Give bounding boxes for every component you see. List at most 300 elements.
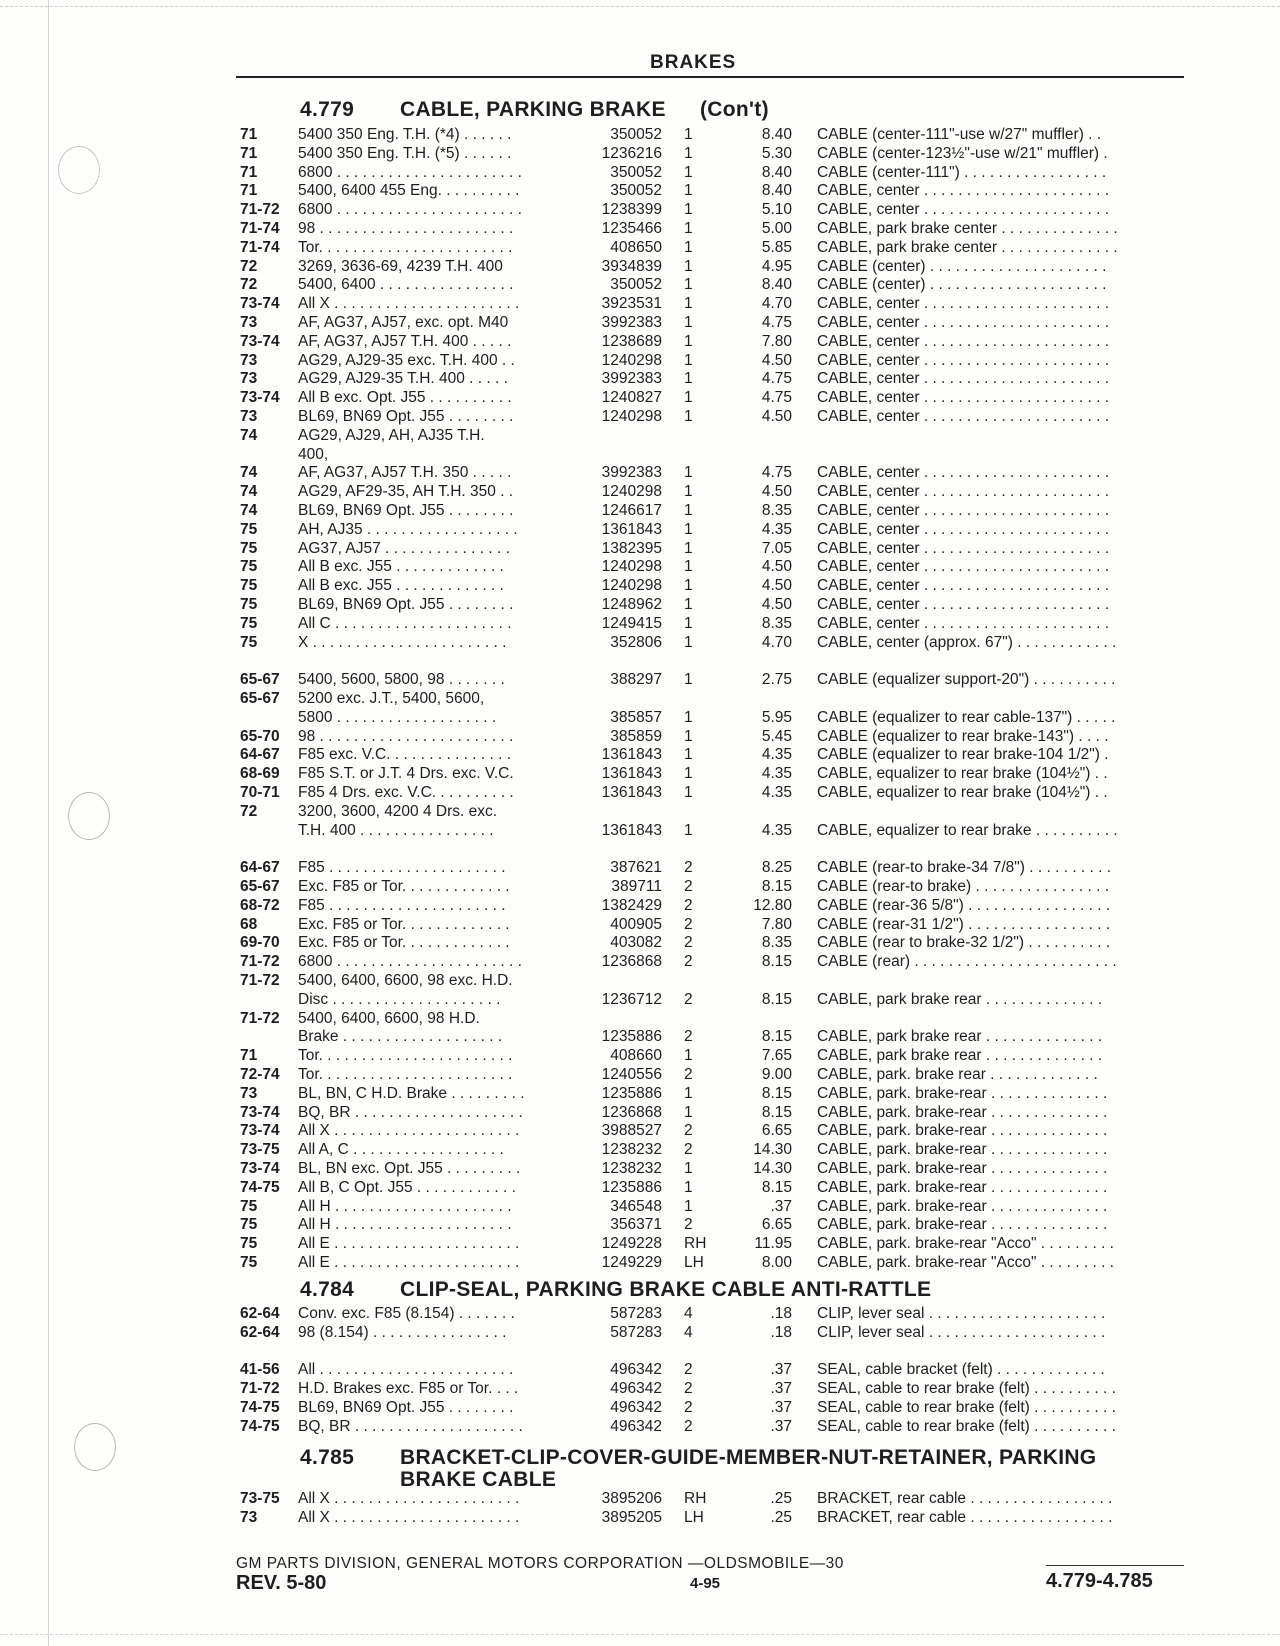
row-part-name: CABLE (center) . . . . . . . . . . . . . . . . . . . . . bbox=[817, 257, 1107, 275]
row-part-name: CABLE, center . . . . . . . . . . . . . . . . . . . . . . bbox=[817, 596, 1110, 613]
row-part-name: CABLE (rear to brake-32 1/2") . . . . . . . . . . bbox=[817, 934, 1111, 952]
row-quantity: 2 bbox=[684, 1417, 693, 1435]
row-quantity: 1 bbox=[684, 1178, 693, 1196]
table-row bbox=[0, 746, 1280, 765]
row-part-name: CLIP, lever seal . . . . . . . . . . . . . . . . . . . . . bbox=[817, 1323, 1106, 1341]
row-price: 4.35 bbox=[761, 746, 792, 764]
row-year: 75 bbox=[240, 1254, 258, 1271]
row-quantity: 2 bbox=[684, 1122, 693, 1140]
row-description: All B exc. Opt. J55 . . . . . . . . . . bbox=[298, 389, 512, 407]
row-quantity: 1 bbox=[684, 784, 693, 801]
table-row bbox=[0, 446, 1280, 465]
row-description: 98 . . . . . . . . . . . . . . . . . . . . . . . bbox=[298, 220, 514, 237]
section-title: CABLE, PARKING BRAKE bbox=[400, 98, 666, 121]
row-part-name: CABLE, equalizer to rear brake (104½") . . bbox=[817, 784, 1108, 801]
table-row bbox=[0, 352, 1280, 371]
row-description: All H . . . . . . . . . . . . . . . . . . . . . bbox=[298, 1216, 512, 1234]
row-part-name: CABLE, center . . . . . . . . . . . . . . . . . . . . . . bbox=[817, 520, 1110, 538]
row-price: 2.75 bbox=[761, 671, 792, 689]
row-part-name: CABLE, park brake center . . . . . . . . . . . . . . bbox=[817, 220, 1118, 237]
row-price: 8.15 bbox=[761, 1178, 792, 1196]
row-quantity: 1 bbox=[684, 1103, 693, 1121]
row-part-name: CABLE, center . . . . . . . . . . . . . . . . . . . . . . bbox=[817, 295, 1110, 313]
row-year: 73-74 bbox=[240, 332, 280, 350]
row-description: F85 . . . . . . . . . . . . . . . . . . . . . bbox=[298, 859, 506, 877]
table-row bbox=[0, 728, 1280, 747]
row-year: 69-70 bbox=[240, 934, 280, 952]
row-part-number: 1249415 bbox=[601, 614, 662, 632]
row-year: 71-72 bbox=[240, 201, 280, 219]
row-quantity: 1 bbox=[684, 821, 693, 839]
row-year: 73 bbox=[240, 408, 258, 425]
row-part-name: CABLE, park. brake-rear . . . . . . . . . . . . . . bbox=[817, 1103, 1108, 1121]
row-year: 74 bbox=[240, 502, 258, 519]
table-row bbox=[0, 784, 1280, 803]
row-description: 5200 exc. J.T., 5400, 5600, bbox=[298, 690, 485, 707]
row-description: BL, BN, C H.D. Brake . . . . . . . . . bbox=[298, 1084, 525, 1102]
table-row bbox=[0, 1028, 1280, 1047]
row-quantity: 1 bbox=[684, 408, 693, 425]
row-quantity: 1 bbox=[684, 370, 693, 388]
row-part-number: 1240298 bbox=[601, 577, 662, 595]
row-quantity: 1 bbox=[684, 520, 693, 538]
row-part-number: 389711 bbox=[611, 878, 662, 895]
row-year: 71 bbox=[240, 1047, 258, 1065]
row-price: 8.15 bbox=[761, 878, 792, 895]
row-quantity: 1 bbox=[684, 220, 693, 237]
revision-label: REV. 5-80 bbox=[236, 1572, 327, 1594]
table-row bbox=[0, 1160, 1280, 1179]
row-quantity: 1 bbox=[684, 257, 693, 275]
table-row bbox=[0, 370, 1280, 389]
row-quantity: 1 bbox=[684, 577, 693, 595]
row-year: 71-72 bbox=[240, 972, 280, 989]
row-quantity: 1 bbox=[684, 144, 693, 162]
row-part-name: CABLE, center . . . . . . . . . . . . . . . . . . . . . . bbox=[817, 314, 1110, 331]
row-description: 98 . . . . . . . . . . . . . . . . . . . . . . . bbox=[298, 727, 514, 745]
row-price: 6.65 bbox=[761, 1122, 792, 1140]
row-year: 65-67 bbox=[240, 690, 280, 707]
row-part-number: 587283 bbox=[610, 1305, 662, 1322]
row-part-name: CABLE (rear-to brake) . . . . . . . . . . . . . . . . bbox=[817, 878, 1109, 895]
row-part-number: 1246617 bbox=[601, 502, 662, 519]
row-price: 8.15 bbox=[761, 953, 792, 971]
table-row bbox=[0, 558, 1280, 577]
row-description: All A, C . . . . . . . . . . . . . . . . . . bbox=[298, 1141, 504, 1159]
table-row bbox=[0, 934, 1280, 953]
row-description: 3200, 3600, 4200 4 Drs. exc. bbox=[298, 802, 498, 820]
row-description: Conv. exc. F85 (8.154) . . . . . . . bbox=[298, 1305, 515, 1322]
row-quantity: 2 bbox=[684, 1216, 693, 1234]
row-part-number: 350052 bbox=[610, 182, 662, 200]
row-year: 75 bbox=[240, 633, 258, 651]
row-description: F85 4 Drs. exc. V.C. . . . . . . . . . bbox=[298, 784, 514, 801]
row-part-number: 1235886 bbox=[601, 1028, 662, 1046]
table-row bbox=[0, 1066, 1280, 1085]
table-row bbox=[0, 897, 1280, 916]
row-part-name: CABLE (rear-to brake-34 7/8") . . . . . . . . . . bbox=[817, 859, 1112, 877]
row-part-number: 496342 bbox=[610, 1380, 662, 1398]
row-description: 6800 . . . . . . . . . . . . . . . . . . . . . . bbox=[298, 163, 522, 181]
row-description: BL69, BN69 Opt. J55 . . . . . . . . bbox=[298, 1399, 514, 1416]
table-row bbox=[0, 427, 1280, 446]
table-row bbox=[0, 1490, 1280, 1509]
row-quantity: 1 bbox=[684, 614, 693, 632]
row-year: 65-67 bbox=[240, 878, 280, 895]
table-row bbox=[0, 1047, 1280, 1066]
row-year: 74 bbox=[240, 426, 258, 444]
row-part-number: 350052 bbox=[610, 126, 662, 143]
row-price: 4.50 bbox=[761, 351, 792, 369]
row-price: 4.50 bbox=[761, 577, 792, 595]
row-part-number: 387621 bbox=[610, 859, 662, 877]
row-description: AF, AG37, AJ57, exc. opt. M40 bbox=[298, 314, 509, 331]
row-part-number: 1361843 bbox=[601, 765, 662, 783]
table-row bbox=[0, 276, 1280, 295]
row-price: 4.35 bbox=[761, 765, 792, 783]
row-description: Exc. F85 or Tor. . . . . . . . . . . . . bbox=[298, 878, 510, 895]
row-price: 4.95 bbox=[761, 257, 792, 275]
row-price: 5.95 bbox=[761, 708, 792, 726]
row-part-name: CABLE, center (approx. 67") . . . . . . . . . . . . bbox=[817, 633, 1117, 651]
table-row bbox=[0, 1305, 1280, 1324]
row-price: 4.35 bbox=[761, 520, 792, 538]
row-year: 64-67 bbox=[240, 859, 280, 877]
row-part-number: 1236868 bbox=[601, 1103, 662, 1121]
row-quantity: 1 bbox=[684, 389, 693, 407]
row-part-number: 408650 bbox=[610, 238, 662, 256]
row-part-number: 1240298 bbox=[601, 558, 662, 576]
row-part-name: CABLE (center) . . . . . . . . . . . . . . . . . . . . . bbox=[817, 276, 1107, 294]
row-quantity: 2 bbox=[684, 1361, 693, 1379]
row-description: Tor. . . . . . . . . . . . . . . . . . . . . . . bbox=[298, 238, 513, 256]
row-description: AG29, AJ29-35 T.H. 400 . . . . . bbox=[298, 370, 508, 388]
row-part-number: 3895206 bbox=[601, 1490, 662, 1507]
row-year: 74 bbox=[240, 464, 258, 482]
row-description: AG29, AJ29, AH, AJ35 T.H. bbox=[298, 426, 485, 444]
table-row bbox=[0, 878, 1280, 897]
row-price: 14.30 bbox=[753, 1160, 792, 1177]
row-year: 68 bbox=[240, 915, 258, 933]
row-part-number: 587283 bbox=[610, 1323, 662, 1341]
table-row bbox=[0, 991, 1280, 1010]
row-price: 8.35 bbox=[761, 934, 792, 952]
footer-rule bbox=[1046, 1565, 1184, 1566]
row-price: 5.45 bbox=[761, 727, 792, 745]
row-price: 4.75 bbox=[761, 370, 792, 388]
row-part-number: 496342 bbox=[610, 1361, 662, 1379]
row-description: X . . . . . . . . . . . . . . . . . . . . . . . bbox=[298, 633, 507, 651]
row-year: 72 bbox=[240, 276, 258, 294]
row-description: AG29, AF29-35, AH T.H. 350 . . bbox=[298, 483, 514, 501]
row-description: AG29, AJ29-35 exc. T.H. 400 . . bbox=[298, 351, 515, 369]
row-part-number: 352806 bbox=[610, 633, 662, 651]
table-row bbox=[0, 916, 1280, 935]
row-part-number: 1236216 bbox=[601, 144, 662, 162]
row-part-name: CABLE, park. brake-rear . . . . . . . . . . . . . . bbox=[817, 1178, 1108, 1196]
row-part-name: CABLE (rear-36 5/8") . . . . . . . . . . . . . . . . . bbox=[817, 896, 1111, 914]
table-row bbox=[0, 1198, 1280, 1217]
row-price: 12.80 bbox=[753, 896, 792, 914]
row-part-name: CABLE, park brake rear . . . . . . . . . . . . . . bbox=[817, 1047, 1103, 1065]
row-part-number: 1382395 bbox=[601, 539, 662, 557]
row-part-name: CABLE, center . . . . . . . . . . . . . . . . . . . . . . bbox=[817, 201, 1110, 219]
row-year: 73 bbox=[240, 314, 258, 331]
row-quantity: 2 bbox=[684, 1028, 693, 1046]
row-part-number: 1361843 bbox=[601, 520, 662, 538]
row-description: 5400, 6400 455 Eng. . . . . . . . . . bbox=[298, 182, 520, 200]
row-quantity: 1 bbox=[684, 1197, 693, 1215]
row-part-number: 3992383 bbox=[601, 314, 662, 331]
row-quantity: 1 bbox=[684, 1160, 693, 1177]
row-price: 8.25 bbox=[761, 859, 792, 877]
row-description: All C . . . . . . . . . . . . . . . . . . . . . bbox=[298, 614, 512, 632]
table-row bbox=[0, 1509, 1280, 1528]
row-description: BQ, BR . . . . . . . . . . . . . . . . . . . . bbox=[298, 1103, 523, 1121]
row-part-number: 1235886 bbox=[601, 1178, 662, 1196]
row-part-name: CABLE (rear-31 1/2") . . . . . . . . . . . . . . . . . bbox=[817, 915, 1111, 933]
row-part-name: CABLE, park. brake-rear "Acco" . . . . . . . . . bbox=[817, 1254, 1114, 1271]
row-year: 75 bbox=[240, 539, 258, 557]
row-part-name: CABLE (center-123½"-use w/21" muffler) . bbox=[817, 144, 1108, 162]
table-row bbox=[0, 483, 1280, 502]
row-part-name: CABLE, center . . . . . . . . . . . . . . . . . . . . . . bbox=[817, 577, 1110, 595]
row-part-name: CABLE, park. brake-rear "Acco" . . . . . . . . . bbox=[817, 1235, 1114, 1253]
table-row bbox=[0, 1010, 1280, 1029]
row-description: AF, AG37, AJ57 T.H. 350 . . . . . bbox=[298, 464, 512, 482]
row-quantity: 2 bbox=[684, 1141, 693, 1159]
row-year: 75 bbox=[240, 1197, 258, 1215]
row-description: All B, C Opt. J55 . . . . . . . . . . . . bbox=[298, 1178, 516, 1196]
row-description: BL, BN exc. Opt. J55 . . . . . . . . . bbox=[298, 1160, 521, 1177]
row-description: 5400, 5600, 5800, 98 . . . . . . . bbox=[298, 671, 505, 689]
row-year: 73 bbox=[240, 1084, 258, 1102]
row-part-name: CABLE, center . . . . . . . . . . . . . . . . . . . . . . bbox=[817, 332, 1110, 350]
row-description: All H . . . . . . . . . . . . . . . . . . . . . bbox=[298, 1197, 512, 1215]
row-price: 9.00 bbox=[761, 1066, 792, 1083]
table-row bbox=[0, 258, 1280, 277]
row-part-name: CABLE, park. brake-rear . . . . . . . . . . . . . . bbox=[817, 1141, 1108, 1159]
row-part-number: 496342 bbox=[610, 1417, 662, 1435]
row-year: 73 bbox=[240, 351, 258, 369]
row-description: AG37, AJ57 . . . . . . . . . . . . . . . bbox=[298, 539, 510, 557]
row-price: .37 bbox=[770, 1417, 792, 1435]
row-price: 8.15 bbox=[761, 1028, 792, 1046]
row-part-name: CABLE, park. brake-rear . . . . . . . . . . . . . . bbox=[817, 1197, 1108, 1215]
table-row bbox=[0, 690, 1280, 709]
row-quantity: 1 bbox=[684, 351, 693, 369]
row-price: 4.35 bbox=[761, 784, 792, 801]
row-description: T.H. 400 . . . . . . . . . . . . . . . . bbox=[298, 821, 494, 839]
row-year: 74-75 bbox=[240, 1417, 280, 1435]
section-title-line2: BRAKE CABLE bbox=[400, 1468, 557, 1491]
row-quantity: 2 bbox=[684, 953, 693, 971]
table-row bbox=[0, 615, 1280, 634]
row-description: 5400, 6400 . . . . . . . . . . . . . . . . bbox=[298, 276, 514, 294]
row-part-number: 3992383 bbox=[601, 370, 662, 388]
page-title: BRAKES bbox=[650, 52, 737, 73]
row-quantity: 1 bbox=[684, 238, 693, 256]
row-part-name: CABLE, equalizer to rear brake (104½") . . bbox=[817, 765, 1108, 783]
row-quantity: 1 bbox=[684, 483, 693, 501]
row-price: 8.40 bbox=[761, 163, 792, 181]
footer-publisher: GM PARTS DIVISION, GENERAL MOTORS CORPORATION —OLDSMOBILE—30 bbox=[236, 1555, 844, 1572]
table-row bbox=[0, 1179, 1280, 1198]
row-description: All B exc. J55 . . . . . . . . . . . . . bbox=[298, 558, 504, 576]
row-price: 5.85 bbox=[761, 238, 792, 256]
row-part-number: 1240556 bbox=[601, 1066, 662, 1083]
row-price: 7.80 bbox=[761, 332, 792, 350]
row-description: 6800 . . . . . . . . . . . . . . . . . . . . . . bbox=[298, 201, 522, 219]
row-description: BL69, BN69 Opt. J55 . . . . . . . . bbox=[298, 502, 514, 519]
table-row bbox=[0, 1418, 1280, 1437]
row-description: H.D. Brakes exc. F85 or Tor. . . . bbox=[298, 1380, 519, 1398]
row-year: 71 bbox=[240, 144, 258, 162]
row-quantity: 2 bbox=[684, 990, 693, 1008]
row-price: 7.05 bbox=[761, 539, 792, 557]
row-part-name: CABLE, park brake center . . . . . . . . . . . . . . bbox=[817, 238, 1118, 256]
row-description: All X . . . . . . . . . . . . . . . . . . . . . . bbox=[298, 1122, 520, 1140]
row-year: 64-67 bbox=[240, 746, 280, 764]
row-quantity: LH bbox=[684, 1254, 704, 1271]
row-year: 74-75 bbox=[240, 1178, 280, 1196]
table-row bbox=[0, 1235, 1280, 1254]
row-part-name: CABLE (center-111"-use w/27" muffler) . . bbox=[817, 126, 1102, 143]
row-part-name: CABLE, center . . . . . . . . . . . . . . . . . . . . . . bbox=[817, 389, 1110, 407]
table-row bbox=[0, 464, 1280, 483]
row-description: Tor. . . . . . . . . . . . . . . . . . . . . . . bbox=[298, 1066, 513, 1083]
row-price: .37 bbox=[770, 1399, 792, 1416]
row-part-name: CABLE, center . . . . . . . . . . . . . . . . . . . . . . bbox=[817, 464, 1110, 482]
row-price: 8.40 bbox=[761, 276, 792, 294]
row-year: 72 bbox=[240, 257, 258, 275]
row-year: 73-74 bbox=[240, 1160, 280, 1177]
table-row bbox=[0, 1399, 1280, 1418]
row-part-number: 1238689 bbox=[601, 332, 662, 350]
row-year: 62-64 bbox=[240, 1305, 280, 1322]
table-row bbox=[0, 1141, 1280, 1160]
row-description: All B exc. J55 . . . . . . . . . . . . . bbox=[298, 577, 504, 595]
row-year: 65-70 bbox=[240, 727, 280, 745]
row-part-name: CABLE (rear) . . . . . . . . . . . . . . . . . . . . . . . . bbox=[817, 953, 1117, 971]
row-description: All X . . . . . . . . . . . . . . . . . . . . . . bbox=[298, 1490, 520, 1507]
row-year: 73-74 bbox=[240, 389, 280, 407]
row-part-number: 356371 bbox=[610, 1216, 662, 1234]
row-quantity: RH bbox=[684, 1490, 707, 1507]
row-part-number: 1240298 bbox=[601, 483, 662, 501]
table-row bbox=[0, 389, 1280, 408]
scan-top-edge bbox=[0, 6, 1280, 7]
row-part-number: 3988527 bbox=[601, 1122, 662, 1140]
row-quantity: 4 bbox=[684, 1305, 693, 1322]
row-quantity: 2 bbox=[684, 1399, 693, 1416]
table-row bbox=[0, 295, 1280, 314]
row-quantity: 1 bbox=[684, 765, 693, 783]
row-price: 5.00 bbox=[761, 220, 792, 237]
row-year: 68-69 bbox=[240, 765, 280, 783]
row-quantity: 1 bbox=[684, 746, 693, 764]
row-part-number: 1235466 bbox=[601, 220, 662, 237]
row-part-number: 1249229 bbox=[601, 1254, 662, 1271]
row-price: 7.80 bbox=[761, 915, 792, 933]
row-description: F85 exc. V.C. . . . . . . . . . . . . . . bbox=[298, 746, 512, 764]
row-price: 7.65 bbox=[761, 1047, 792, 1065]
row-year: 68-72 bbox=[240, 896, 280, 914]
row-price: .37 bbox=[770, 1361, 792, 1379]
row-price: .37 bbox=[770, 1197, 792, 1215]
row-price: 6.65 bbox=[761, 1216, 792, 1234]
row-part-number: 1240827 bbox=[601, 389, 662, 407]
table-row bbox=[0, 182, 1280, 201]
table-row bbox=[0, 164, 1280, 183]
row-year: 73-74 bbox=[240, 1122, 280, 1140]
row-description: 5400, 6400, 6600, 98 exc. H.D. bbox=[298, 972, 513, 989]
row-price: 14.30 bbox=[753, 1141, 792, 1159]
row-part-number: 1382429 bbox=[601, 896, 662, 914]
row-description: 5400 350 Eng. T.H. (*4) . . . . . . bbox=[298, 126, 512, 143]
row-part-number: 1238399 bbox=[601, 201, 662, 219]
row-part-number: 350052 bbox=[610, 276, 662, 294]
table-row bbox=[0, 540, 1280, 559]
table-row bbox=[0, 596, 1280, 615]
row-year: 75 bbox=[240, 520, 258, 538]
row-year: 75 bbox=[240, 558, 258, 576]
row-quantity: RH bbox=[684, 1235, 707, 1253]
row-description: All X . . . . . . . . . . . . . . . . . . . . . . bbox=[298, 295, 520, 313]
row-year: 75 bbox=[240, 1235, 258, 1253]
row-quantity: LH bbox=[684, 1508, 704, 1526]
row-part-name: CABLE, center . . . . . . . . . . . . . . . . . . . . . . bbox=[817, 351, 1110, 369]
row-part-name: BRACKET, rear cable . . . . . . . . . . . . . . . . . bbox=[817, 1508, 1113, 1526]
row-quantity: 1 bbox=[684, 1047, 693, 1065]
table-row bbox=[0, 1380, 1280, 1399]
row-part-name: CABLE, park. brake-rear . . . . . . . . . . . . . . bbox=[817, 1122, 1108, 1140]
table-row bbox=[0, 126, 1280, 145]
row-description: All E . . . . . . . . . . . . . . . . . . . . . . bbox=[298, 1235, 520, 1253]
table-row bbox=[0, 314, 1280, 333]
row-part-name: CLIP, lever seal . . . . . . . . . . . . . . . . . . . . . bbox=[817, 1305, 1106, 1322]
row-price: 8.40 bbox=[761, 182, 792, 200]
row-part-name: CABLE, center . . . . . . . . . . . . . . . . . . . . . . bbox=[817, 182, 1110, 200]
row-part-number: 388297 bbox=[610, 671, 662, 689]
row-price: 4.50 bbox=[761, 596, 792, 613]
table-row bbox=[0, 408, 1280, 427]
row-quantity: 1 bbox=[684, 558, 693, 576]
row-part-number: 1238232 bbox=[601, 1160, 662, 1177]
row-description: AF, AG37, AJ57 T.H. 400 . . . . . bbox=[298, 332, 512, 350]
row-quantity: 1 bbox=[684, 708, 693, 726]
section-title: BRACKET-CLIP-COVER-GUIDE-MEMBER-NUT-RETAINER, PARKING bbox=[400, 1446, 1097, 1469]
row-part-name: CABLE, park. brake-rear . . . . . . . . . . . . . . bbox=[817, 1216, 1108, 1234]
row-quantity: 2 bbox=[684, 1380, 693, 1398]
row-price: .18 bbox=[770, 1305, 792, 1322]
row-quantity: 1 bbox=[684, 633, 693, 651]
table-row bbox=[0, 859, 1280, 878]
row-price: 4.50 bbox=[761, 408, 792, 425]
row-price: 4.50 bbox=[761, 558, 792, 576]
row-part-number: 1248962 bbox=[601, 596, 662, 613]
row-quantity: 1 bbox=[684, 163, 693, 181]
row-quantity: 2 bbox=[684, 859, 693, 877]
row-part-name: CABLE, park. brake rear . . . . . . . . . . . . . bbox=[817, 1066, 1098, 1083]
row-year: 62-64 bbox=[240, 1323, 280, 1341]
row-price: 4.75 bbox=[761, 389, 792, 407]
row-part-number: 1238232 bbox=[601, 1141, 662, 1159]
row-year: 71-72 bbox=[240, 1009, 280, 1027]
row-part-name: SEAL, cable to rear brake (felt) . . . . . . . . . . bbox=[817, 1399, 1116, 1416]
table-row bbox=[0, 634, 1280, 653]
row-year: 72-74 bbox=[240, 1066, 280, 1083]
